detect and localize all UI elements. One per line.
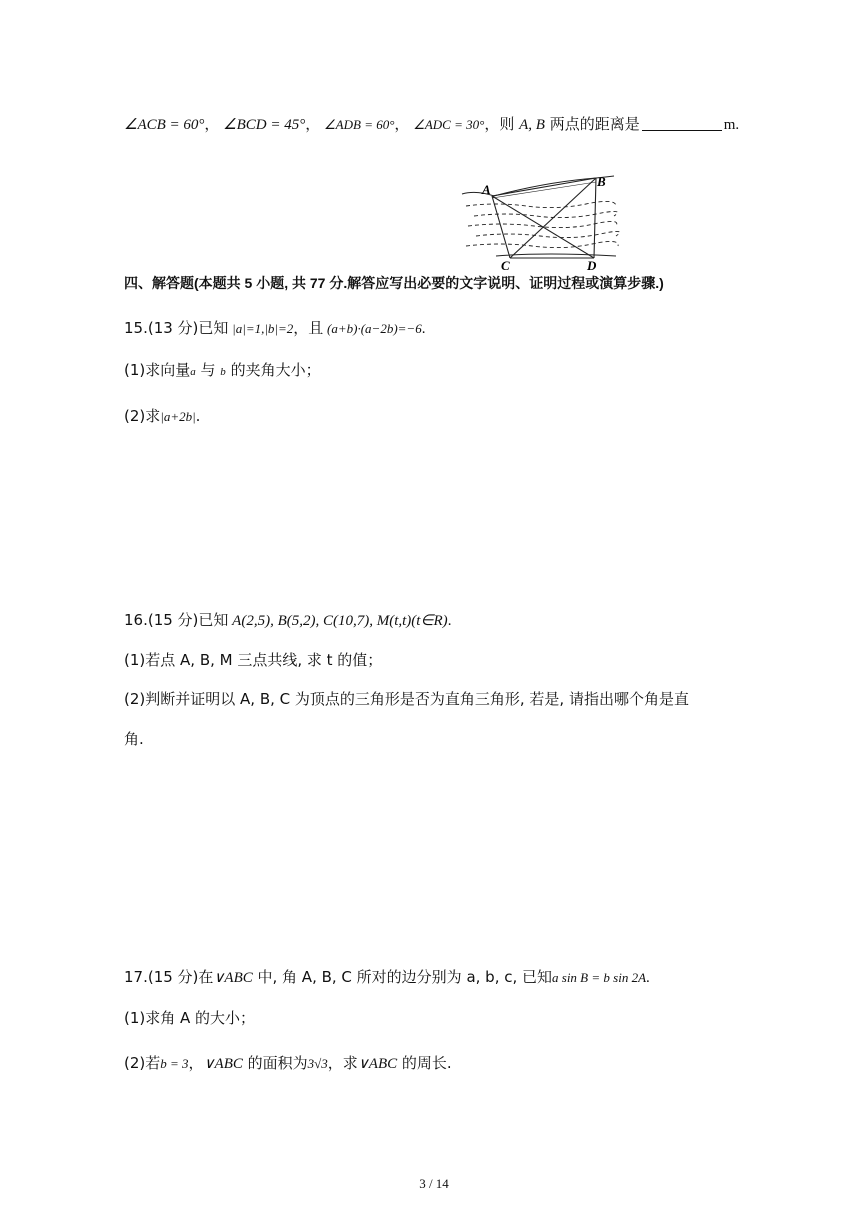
label-c: C xyxy=(501,258,510,273)
q17-area: 3√3 xyxy=(307,1056,328,1071)
sep: ， xyxy=(394,117,410,133)
period: . xyxy=(421,321,426,337)
label-a: A xyxy=(482,182,491,197)
unit-m: m. xyxy=(723,117,740,133)
q16-part-2-line-2: 角. xyxy=(124,730,144,748)
q17-b-value: b = 3 xyxy=(160,1056,189,1071)
section-heading: 四、解答题(本题共 5 小题, 共 77 分.解答应写出必要的文字说明、证明过程或演算步骤.) xyxy=(124,275,664,291)
q16-part-2-line-1: (2)判断并证明以 A, B, C 为顶点的三角形是否为直角三角形, 若是, 请指出哪个角是直 xyxy=(124,690,689,708)
q15-condition-2: (a+b)·(a−2b)=−6 xyxy=(327,321,422,336)
q15-p2-text: (2)求 xyxy=(124,407,161,425)
angle-bcd: ∠BCD = 45° xyxy=(223,117,306,133)
angle-acb: ∠ACB = 60° xyxy=(124,117,205,133)
sep: ， xyxy=(204,117,220,133)
triangle-abc: ∨ABC xyxy=(203,1056,243,1072)
q15-p2-expression: |a+2b| xyxy=(160,409,196,424)
text-then: ，则 xyxy=(484,115,520,133)
q15-number: 15.(13 分)已知 xyxy=(124,319,229,337)
vector-b: b xyxy=(220,366,226,378)
q17-p2-text: 的面积为 xyxy=(242,1054,308,1072)
q17-p2-text: (2)若 xyxy=(124,1054,161,1072)
q17-number: 17.(15 分)在 xyxy=(124,968,214,986)
q17-part-2 xyxy=(124,1053,452,1074)
sep: ， xyxy=(188,1054,204,1072)
q17-p2-text: ，求 xyxy=(327,1054,358,1072)
text-distance: 两点的距离是 xyxy=(544,115,640,133)
q15-text: ，且 xyxy=(293,319,324,337)
triangle-abc: ∨ABC xyxy=(213,970,253,986)
q17-part-1: (1)求角 A 的大小； xyxy=(124,1009,256,1027)
q15-part-2 xyxy=(124,406,200,427)
points-ab: A, B xyxy=(519,117,545,133)
period: . xyxy=(646,970,650,986)
period: . xyxy=(195,407,201,425)
q17-text: 中, 角 A, B, C 所对的边分别为 a, b, c, 已知 xyxy=(252,968,553,986)
angle-adb: ∠ADB = 60° xyxy=(324,117,395,132)
page-number: 3 / 14 xyxy=(419,1176,449,1191)
q15-part-1 xyxy=(124,360,321,382)
q16-condition: A(2,5), B(5,2), C(10,7), M(t,t)(t∈R) xyxy=(232,613,448,629)
answer-blank[interactable] xyxy=(642,116,722,131)
label-b: B xyxy=(597,174,606,189)
vector-a: a xyxy=(190,366,196,378)
river-figure xyxy=(456,168,626,274)
q15-stem xyxy=(124,318,425,339)
q15-p1-text: 与 xyxy=(195,361,221,379)
q15-p1-text: (1)求向量 xyxy=(124,361,191,379)
q17-condition: a sin B = b sin 2A xyxy=(552,970,647,985)
q14-condition-line xyxy=(124,114,739,135)
q15-condition-1: |a|=1,|b|=2 xyxy=(232,321,294,336)
q16-stem xyxy=(124,610,451,631)
angle-adc: ∠ADC = 30° xyxy=(413,117,485,132)
period: . xyxy=(447,613,452,629)
q16-number: 16.(15 分)已知 xyxy=(124,611,229,629)
q17-stem xyxy=(124,967,650,988)
q15-p1-text: 的夹角大小； xyxy=(225,361,321,379)
q17-p2-text: 的周长. xyxy=(397,1054,452,1072)
sep: ， xyxy=(305,117,321,133)
river-lines xyxy=(466,201,620,247)
triangle-abc: ∨ABC xyxy=(357,1056,398,1072)
q16-part-1: (1)若点 A, B, M 三点共线, 求 t 的值； xyxy=(124,651,383,669)
label-d: D xyxy=(587,258,597,273)
